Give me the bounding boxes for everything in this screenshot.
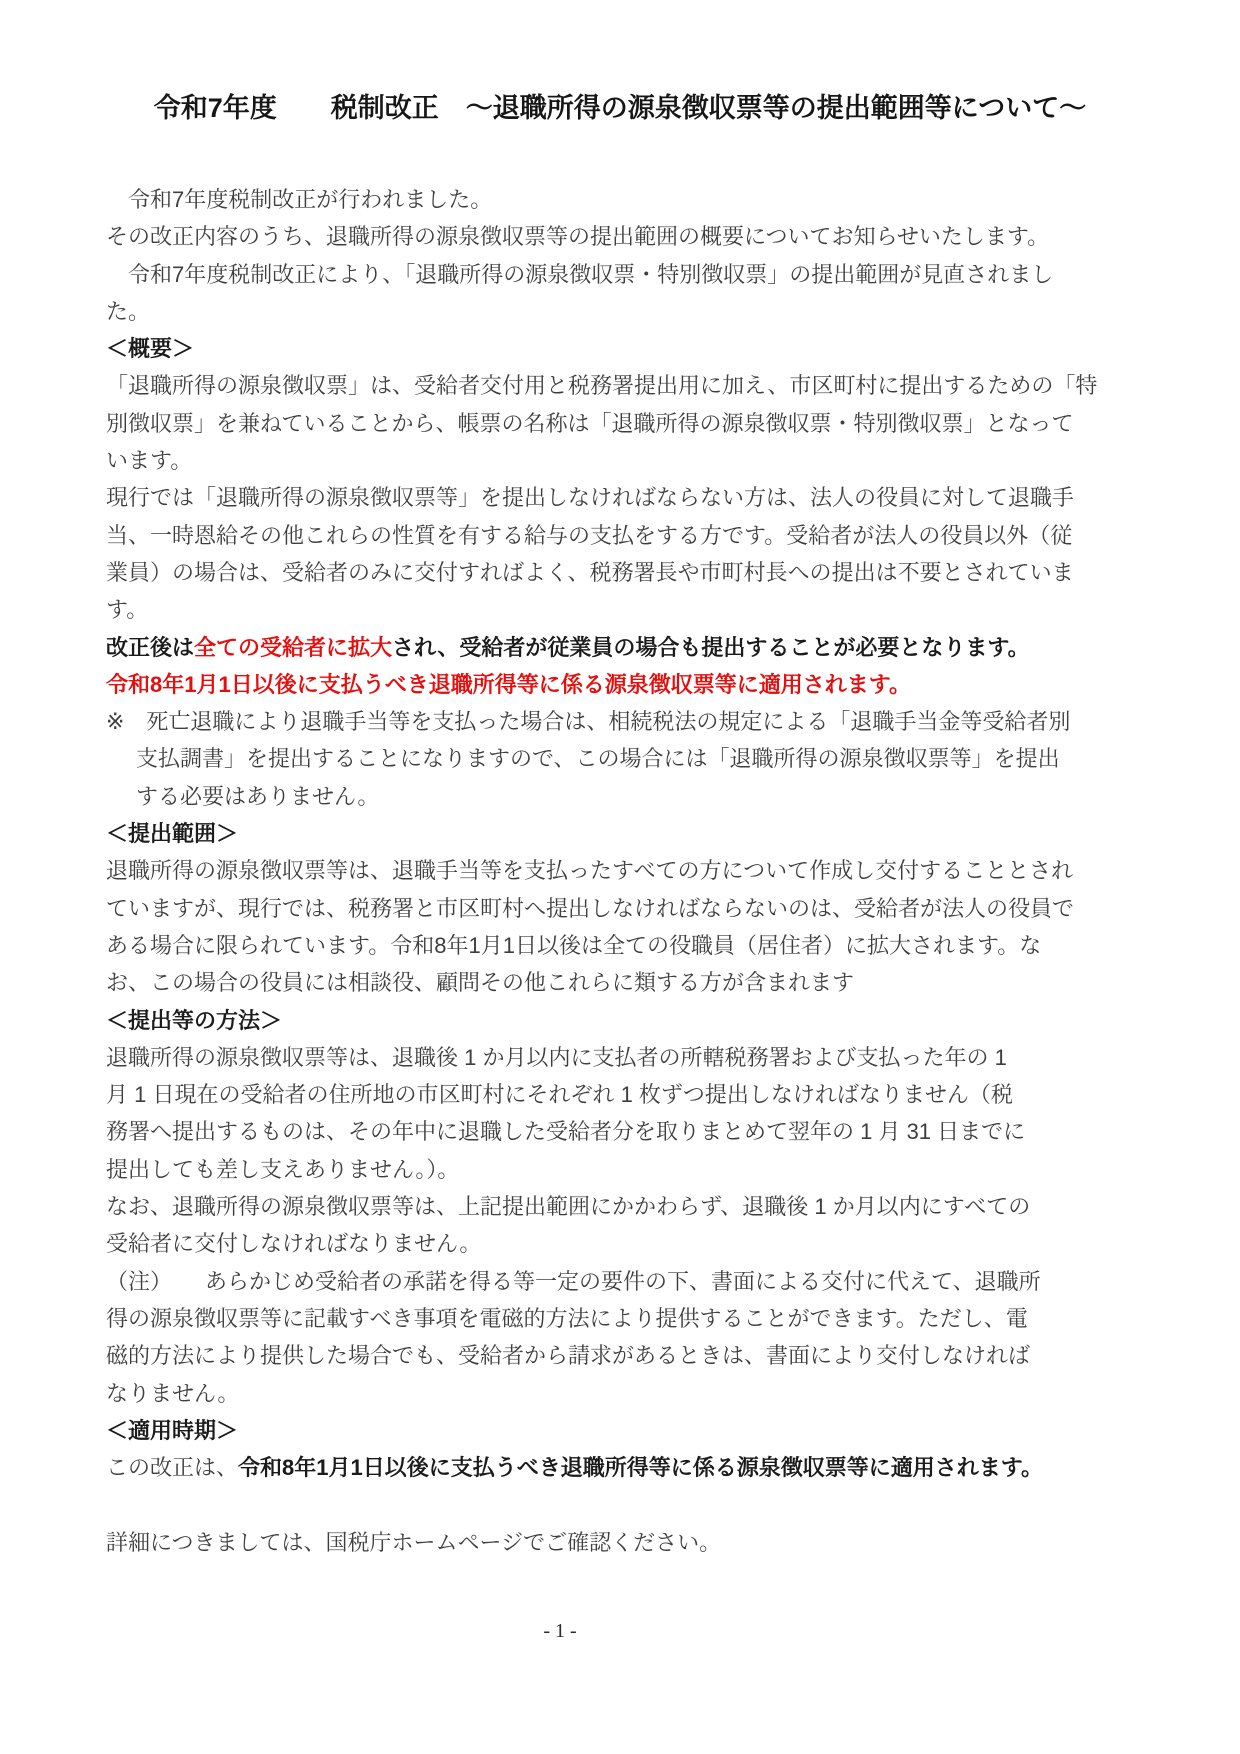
body-text: ※ 死亡退職により退職手当等を支払った場合は、相続税法の規定による「退職手当金等受給者別 bbox=[106, 709, 1071, 735]
text-line bbox=[106, 1188, 1136, 1225]
body-text: 令和7年度税制改正が行われました。 bbox=[106, 187, 493, 212]
text-line bbox=[106, 927, 1136, 964]
body-text: この改正は、 bbox=[106, 1455, 239, 1481]
bold-text: され、受給者が従業員の場合も提出することが必要となります。 bbox=[392, 634, 1030, 660]
text-line bbox=[106, 1151, 1136, 1188]
body-text: 退職所得の源泉徴収票等は、退職後 1 か月以内に支払者の所轄税務署および支払った年の 1 bbox=[106, 1044, 1007, 1070]
body-text: 現行では「退職所得の源泉徴収票等」を提出しなければならない方は、法人の役員に対して退職手 bbox=[106, 485, 1075, 511]
body-text: 「退職所得の源泉徴収票」は、受給者交付用と税務署提出用に加え、市区町村に提出するための「特 bbox=[106, 373, 1098, 399]
text-line bbox=[106, 405, 1136, 442]
body-text: 受給者に交付しなければなりません。 bbox=[106, 1231, 482, 1257]
body-text: 支払調書」を提出することになりますので、この場合には「退職所得の源泉徴収票等」を提出 bbox=[136, 746, 1060, 772]
text-line bbox=[106, 778, 1136, 815]
text-line bbox=[106, 330, 1136, 367]
text-line bbox=[106, 256, 1136, 293]
text-line bbox=[106, 517, 1136, 554]
body-text: お、この場合の役員には相談役、顧問その他これらに類する方が含まれます bbox=[106, 970, 855, 996]
paragraph bbox=[106, 1039, 1136, 1412]
body-text: する必要はありません。 bbox=[136, 783, 380, 809]
paragraph bbox=[106, 1524, 1136, 1561]
text-line bbox=[106, 1002, 1136, 1039]
body-text: 別徴収票」を兼ねていることから、帳票の名称は「退職所得の源泉徴収票・特別徴収票」となって bbox=[106, 410, 1074, 436]
text-line bbox=[106, 1337, 1136, 1374]
document-body bbox=[106, 181, 1136, 1561]
body-text: 退職所得の源泉徴収票等は、退職手当等を支払ったすべての方について作成し交付することとされ bbox=[106, 858, 1074, 884]
body-text: た。 bbox=[106, 298, 151, 324]
body-text: す。 bbox=[106, 597, 149, 623]
paragraph bbox=[106, 629, 1136, 666]
text-line bbox=[106, 367, 1136, 404]
text-line bbox=[106, 890, 1136, 927]
text-line bbox=[106, 740, 1136, 777]
section-heading bbox=[106, 1002, 1136, 1039]
text-line bbox=[106, 1076, 1136, 1113]
body-text: 得の源泉徴収票等に記載すべき事項を電磁的方法により提供することができます。ただし、電 bbox=[106, 1305, 1028, 1331]
text-line bbox=[106, 1524, 1136, 1561]
body-text: ていますが、現行では、税務署と市区町村へ提出しなければならないのは、受給者が法人の役員で bbox=[106, 895, 1075, 921]
section-heading bbox=[106, 815, 1136, 852]
bold-text: ＜提出範囲＞ bbox=[106, 821, 239, 847]
body-text: その改正内容のうち、退職所得の源泉徴収票等の提出範囲の概要についてお知らせいたします。 bbox=[106, 224, 1050, 250]
bold-text: ＜適用時期＞ bbox=[106, 1417, 239, 1443]
text-line bbox=[106, 1039, 1136, 1076]
paragraph bbox=[106, 367, 1136, 628]
body-text: います。 bbox=[106, 448, 193, 474]
body-text: なお、退職所得の源泉徴収票等は、上記提出範囲にかかわらず、退職後 1 か月以内にすべての bbox=[106, 1194, 1031, 1220]
text-line bbox=[106, 181, 1136, 218]
section-heading bbox=[106, 1412, 1136, 1449]
body-text: 詳細につきましては、国税庁ホームページでご確認ください。 bbox=[106, 1529, 722, 1555]
bold-text: 令和8年1月1日以後に支払うべき退職所得等に係る源泉徴収票等に適用されます。 bbox=[238, 1455, 1043, 1481]
body-text: 磁的方法により提供した場合でも、受給者から請求があるときは、書面により交付しなければ bbox=[106, 1343, 1031, 1369]
page-title: 令和7年度 税制改正 ～退職所得の源泉徴収票等の提出範囲等について～ bbox=[153, 93, 1087, 123]
body-text: 業員）の場合は、受給者のみに交付すればよく、税務署長や市町村長への提出は不要とされていま bbox=[106, 559, 1074, 585]
body-text: 令和7年度税制改正により、「退職所得の源泉徴収票・特別徴収票」の提出範囲が見直されまし bbox=[106, 261, 1054, 287]
text-line bbox=[106, 1412, 1136, 1449]
paragraph bbox=[106, 852, 1136, 1001]
body-text: ある場合に限られています。令和8年1月1日以後は全ての役職員（居住者）に拡大されます。な bbox=[106, 932, 1042, 958]
section-heading bbox=[106, 330, 1136, 367]
body-text: 月 1 日現在の受給者の住所地の市区町村にそれぞれ 1 枚ずつ提出しなければなりません（税 bbox=[106, 1082, 1013, 1108]
text-line bbox=[106, 591, 1136, 628]
text-line bbox=[106, 1449, 1136, 1486]
red-emphasis-text: 令和8年1月1日以後に支払うべき退職所得等に係る源泉徴収票等に適用されます。 bbox=[106, 671, 911, 697]
text-line bbox=[106, 293, 1136, 330]
spacer bbox=[106, 1486, 1136, 1523]
text-line bbox=[106, 442, 1136, 479]
text-line bbox=[106, 554, 1136, 591]
page-number: - 1 - bbox=[543, 1620, 577, 1642]
body-text: 当、一時恩給その他これらの性質を有する給与の支払をする方です。受給者が法人の役員以外（従 bbox=[106, 522, 1073, 548]
body-text: 務署へ提出するものは、その年中に退職した受給者分を取りまとめて翌年の 1 月 31 日までに bbox=[106, 1119, 1026, 1145]
paragraph bbox=[106, 181, 1136, 330]
text-line bbox=[106, 1113, 1136, 1150]
body-text: 提出しても差し支えありません。）。 bbox=[106, 1156, 460, 1182]
text-line bbox=[106, 852, 1136, 889]
text-line bbox=[106, 1300, 1136, 1337]
body-text: なりません。 bbox=[106, 1380, 240, 1406]
text-line bbox=[106, 218, 1136, 255]
text-line bbox=[106, 1225, 1136, 1262]
text-line bbox=[106, 964, 1136, 1001]
paragraph bbox=[106, 666, 1136, 703]
text-line bbox=[106, 479, 1136, 516]
text-line bbox=[106, 1375, 1136, 1412]
text-line bbox=[106, 666, 1136, 703]
text-line bbox=[106, 629, 1136, 666]
paragraph bbox=[106, 1449, 1136, 1486]
bold-text: ＜提出等の方法＞ bbox=[106, 1007, 283, 1033]
text-line bbox=[106, 1263, 1136, 1300]
red-emphasis-text: 全ての受給者に拡大 bbox=[194, 634, 393, 660]
text-line bbox=[106, 815, 1136, 852]
body-text: （注） あらかじめ受給者の承諾を得る等一定の要件の下、書面による交付に代えて、退職所 bbox=[106, 1268, 1041, 1294]
text-line bbox=[106, 703, 1136, 740]
bold-text: ＜概要＞ bbox=[106, 336, 195, 362]
note-block bbox=[106, 703, 1136, 815]
bold-text: 改正後は bbox=[106, 634, 195, 660]
